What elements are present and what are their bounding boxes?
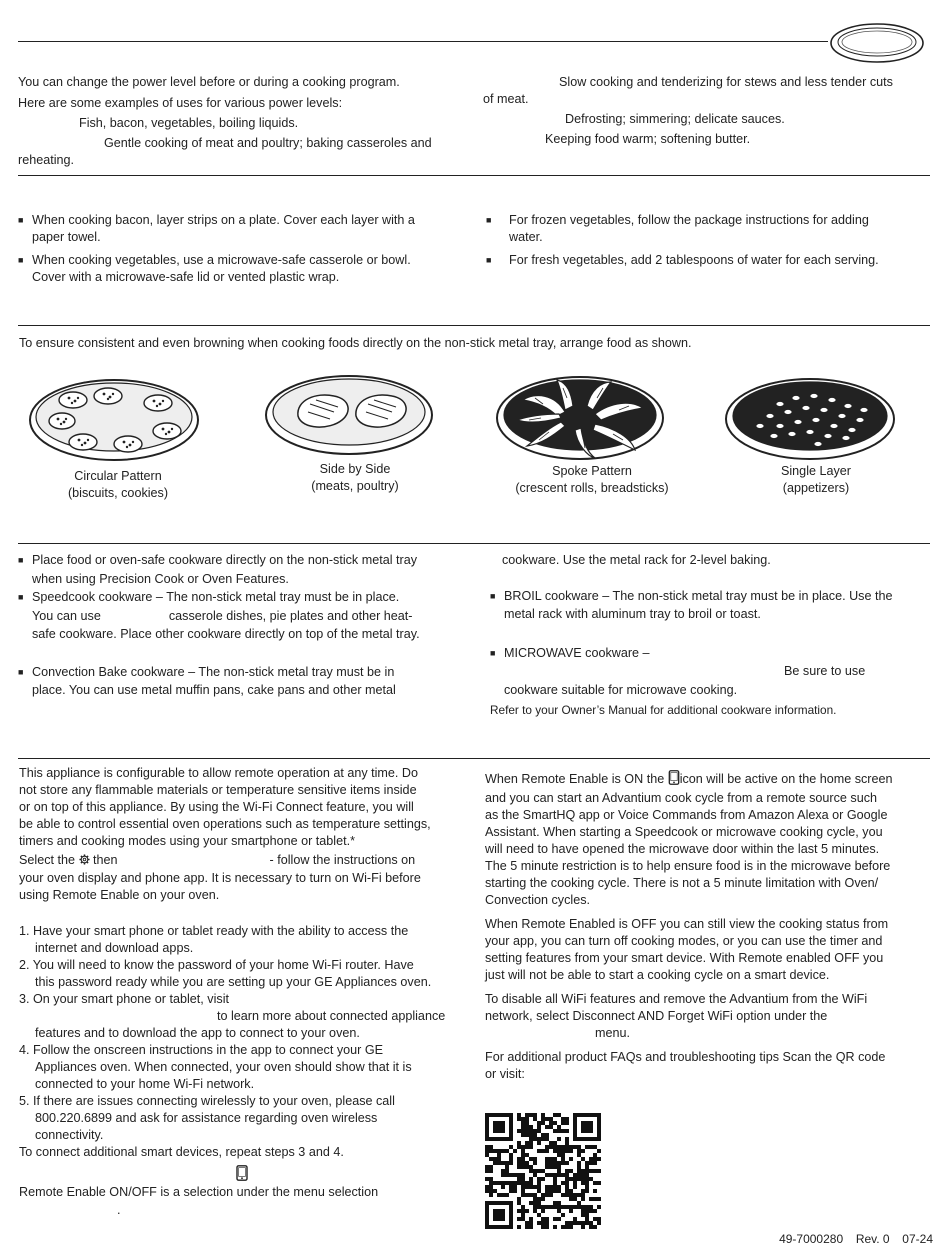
footer — [779, 1231, 933, 1248]
power-medium-use: Slow cooking and tenderizing for stews and less tender cuts — [559, 75, 893, 89]
cookware-speedcook: ■ Speedcook cookware – The non-stick metal tray must be in place. You can use casserole dishes, pie plates and other heat- safe cookware. Place other cookware directly on top of the metal tray. — [18, 588, 468, 644]
wifi-step-5: 5. If there are issues connecting wirelessly to your oven, please call 800.220.6899 and ask for assistance regarding oven wireless connectivity. — [19, 1094, 395, 1142]
header-rule — [18, 41, 828, 42]
wifi-step-4: 4. Follow the onscreen instructions in the app to connect your GE Appliances oven. When connected, your oven should show that it is connected to your home Wi-Fi network. — [19, 1043, 412, 1091]
spoke-pattern-plate — [495, 372, 665, 462]
side-by-side-plate — [264, 372, 434, 456]
pattern-label-spoke: Spoke Pattern (crescent rolls, breadsticks) — [515, 464, 669, 495]
divider-3 — [18, 543, 930, 544]
wifi-step-2: 2. You will need to know the password of your home Wi-Fi router. Have this password ready while you are setting up your GE Appliances oven. — [19, 958, 432, 989]
cooking-tips-right — [486, 212, 926, 269]
cookware-left — [18, 551, 468, 700]
power-warm-use: Keeping food warm; softening butter. — [545, 132, 751, 146]
remote-enable-phone-icon — [668, 770, 680, 790]
cookware-convection: ■ Convection Bake cookware – The non-stick metal tray must be in place. You can use metal muffin pans, cake pans and other metal — [18, 663, 468, 700]
divider-2 — [18, 325, 930, 326]
revision: Rev. 0 — [855, 1232, 890, 1246]
doc-number: 49-7000280 — [779, 1232, 844, 1246]
power-medium-use-cont: of meat. — [483, 92, 529, 106]
cookware-convection-cont: cookware. Use the metal rack for 2-level baking. — [502, 553, 771, 567]
revision-date: 07-24 — [902, 1232, 933, 1246]
arrangement-intro: To ensure consistent and even browning when cooking foods directly on the non-stick metal tray, arrange food as shown. — [19, 336, 692, 350]
wifi-left — [19, 765, 469, 1161]
pattern-label-single-layer: Single Layer (appetizers) — [780, 464, 851, 495]
power-medhigh-use: Gentle cooking of meat and poultry; baking casseroles and — [104, 136, 432, 150]
power-levels-left — [18, 74, 463, 169]
pattern-label-side-by-side: Side by Side (meats, poultry) — [311, 462, 399, 493]
power-intro: You can change the power level before or during a cooking program. — [18, 75, 400, 89]
wifi-right — [485, 770, 933, 1083]
cookware-microwave: ■ MICROWAVE cookware – Be sure to use cookware suitable for microwave cooking. — [490, 644, 935, 700]
power-medhigh-use-cont: reheating. — [18, 153, 75, 167]
pattern-label-circular: Circular Pattern (biscuits, cookies) — [67, 469, 169, 500]
cookware-broil: ■ BROIL cookware – The non-stick metal tray must be in place. Use the metal rack with aluminum tray to broil or toast. — [490, 587, 935, 624]
wifi-step-3: 3. On your smart phone or tablet, visit to learn more about connected appliance features and to download the app to connect to your oven. — [19, 992, 446, 1040]
cookware-tray-note: ■ Place food or oven-safe cookware directly on the non-stick metal tray when using Precision Cook or Oven Features. — [18, 551, 468, 588]
wifi-remote-off: When Remote Enabled is OFF you can still view the cooking status from your app, you can turn off cooking modes, or you can use the timer and setting features from your smart device. With Remote enabled OFF you just will not be able to start a cooking cycle on a smart device. — [485, 917, 889, 982]
wifi-intro: This appliance is configurable to allow remote operation at any time. Do not store any flammable materials or temperature sensitive items inside or on top of this appliance. By using the Wi-Fi Connect feature, you will be able to control essential oven operations such as temperature settings, timers and cooking modes using your smartphone or tablet.* — [19, 766, 431, 848]
tip-bacon: ■ When cooking bacon, layer strips on a plate. Cover each layer with a paper towel. — [18, 212, 463, 246]
tip-fresh-vegetables: ■ For fresh vegetables, add 2 tablespoons of water for each serving. — [486, 253, 879, 267]
phone-icon — [236, 1165, 248, 1186]
power-levels-right — [483, 74, 933, 148]
tray-icon — [828, 21, 926, 65]
remote-enable-line: Remote Enable ON/OFF is a selection under the menu selection — [19, 1185, 379, 1199]
tip-vegetables: ■ When cooking vegetables, use a microwave-safe casserole or bowl. Cover with a microwave-safe lid or vented plastic wrap. — [18, 252, 463, 286]
power-high-use: Fish, bacon, vegetables, boiling liquids. — [79, 116, 299, 130]
divider-1 — [18, 175, 930, 176]
divider-4 — [18, 758, 930, 759]
remote-enable-period: . — [117, 1203, 121, 1217]
gear-icon — [79, 853, 90, 870]
cooking-tips-left — [18, 212, 463, 286]
wifi-step-1: 1. Have your smart phone or tablet ready with the ability to access the internet and download apps. — [19, 924, 409, 955]
tip-frozen-vegetables: ■ For frozen vegetables, follow the package instructions for adding water. — [486, 213, 869, 244]
cookware-refer: Refer to your Owner’s Manual for additional cookware information. — [490, 703, 837, 717]
cookware-right — [490, 551, 935, 720]
wifi-select: Select the then - follow the instructions on your oven display and phone app. It is necessary to turn on Wi-Fi before using Remote Enable on your oven. — [19, 853, 421, 902]
wifi-faq: For additional product FAQs and troubleshooting tips Scan the QR code or visit: — [485, 1050, 886, 1081]
power-examples: Here are some examples of uses for various power levels: — [18, 96, 343, 110]
wifi-remote-on: When Remote Enable is ON the icon will be active on the home screen and you can start an Advantium cook cycle from a remote source such as the SmartHQ app or Voice Commands from Amazon Alexa or Google Assistant. When starting a Speedcook or microwave cooking cycle, you will need to have opened the microwave door within the last 5 minutes. The 5 minute restriction is to help ensure food is in the microwave before starting the cooking cycle. There is not a 5 minute limitation with Oven/ Convection cycles. — [485, 772, 893, 907]
wifi-additional: To connect additional smart devices, repeat steps 3 and 4. — [19, 1145, 344, 1159]
power-low-use: Defrosting; simmering; delicate sauces. — [565, 112, 785, 126]
circular-pattern-plate — [28, 376, 200, 462]
wifi-disable: To disable all WiFi features and remove the Advantium from the WiFi network, select Disconnect AND Forget WiFi option under the menu. — [485, 992, 868, 1040]
qr-code[interactable] — [485, 1113, 605, 1235]
single-layer-plate — [724, 374, 896, 462]
